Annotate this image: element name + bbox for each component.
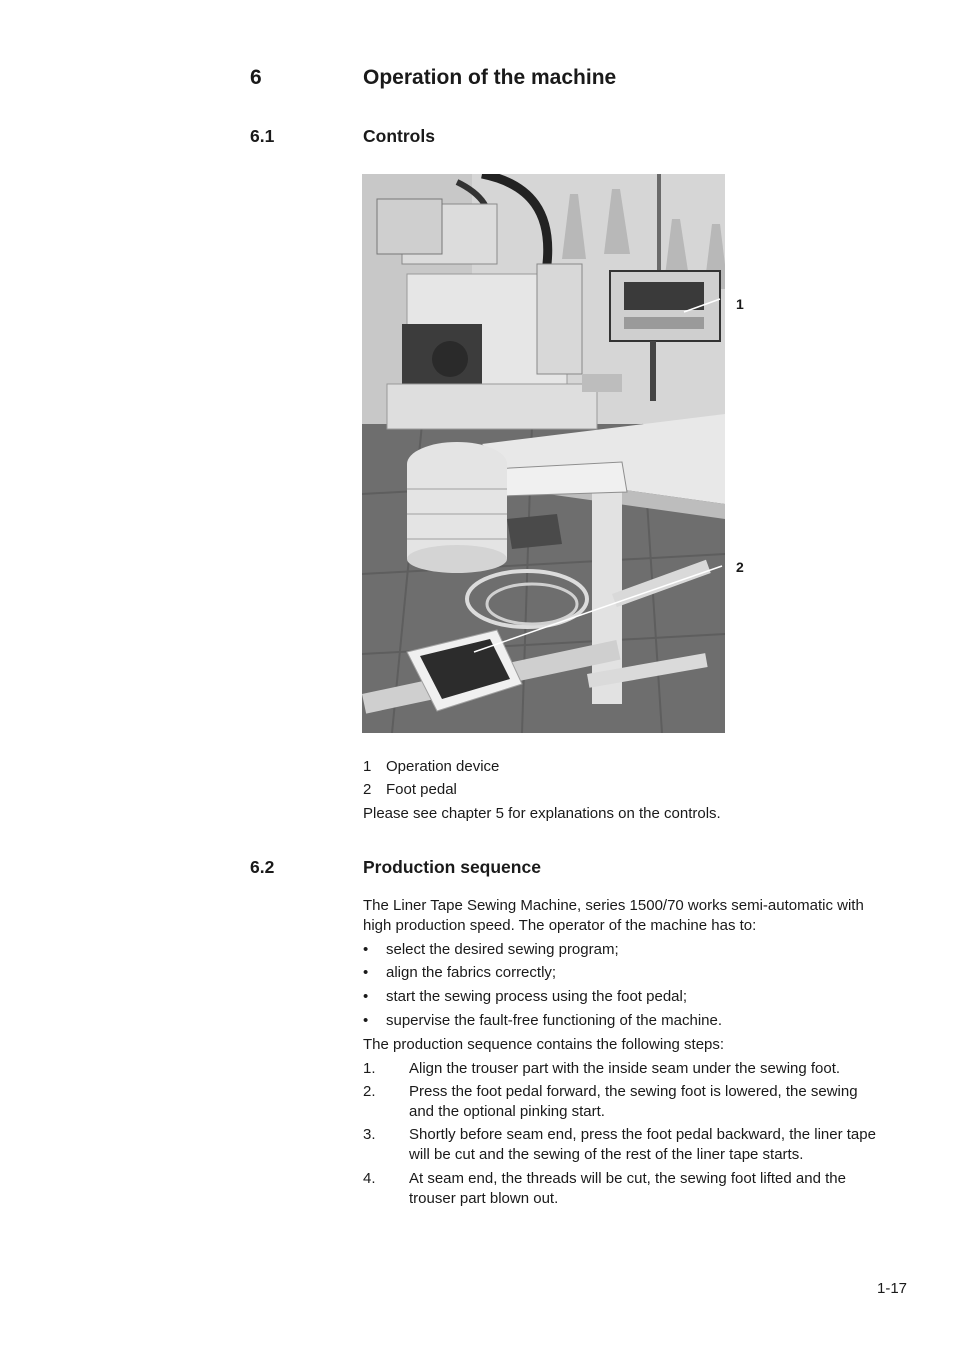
- step-text: and the optional pinking start.: [409, 1103, 605, 1120]
- bullet-icon: •: [363, 941, 369, 958]
- intro-paragraph-line: high production speed. The operator of the machine has to:: [363, 917, 757, 934]
- step-text: At seam end, the threads will be cut, the sewing foot lifted and the: [409, 1170, 846, 1187]
- legend-label: Foot pedal: [386, 781, 457, 798]
- step-text: trouser part blown out.: [409, 1190, 559, 1207]
- list-item: align the fabrics correctly;: [386, 964, 557, 981]
- legend-label: Operation device: [386, 758, 500, 775]
- steps-intro: The production sequence contains the following steps:: [363, 1036, 725, 1053]
- list-item: start the sewing process using the foot pedal;: [386, 988, 688, 1005]
- step-number: 4.: [363, 1170, 376, 1187]
- chapter-title: Operation of the machine: [363, 66, 617, 89]
- step-text: Shortly before seam end, press the foot pedal backward, the liner tape: [409, 1126, 876, 1143]
- section-title: Production sequence: [363, 857, 541, 877]
- bullet-icon: •: [363, 1012, 369, 1029]
- machine-photo: [362, 174, 725, 733]
- bullet-icon: •: [363, 964, 369, 981]
- page-number: 1-17: [877, 1280, 908, 1297]
- list-item: select the desired sewing program;: [386, 941, 619, 958]
- step-text: will be cut and the sewing of the rest of the liner tape starts.: [409, 1146, 804, 1163]
- callout-2: 2: [736, 559, 744, 575]
- legend-number: 1: [363, 758, 372, 775]
- chapter-number: 6: [250, 66, 262, 89]
- intro-paragraph-line: The Liner Tape Sewing Machine, series 1500/70 works semi-automatic with: [363, 897, 864, 914]
- list-item: supervise the fault-free functioning of the machine.: [386, 1012, 723, 1029]
- step-number: 1.: [363, 1060, 376, 1077]
- controls-note: Please see chapter 5 for explanations on the controls.: [363, 805, 721, 822]
- step-number: 3.: [363, 1126, 376, 1143]
- callout-1: 1: [736, 296, 744, 312]
- section-number: 6.2: [250, 857, 275, 877]
- step-number: 2.: [363, 1083, 376, 1100]
- step-text: Press the foot pedal forward, the sewing foot is lowered, the sewing: [409, 1083, 858, 1100]
- legend-number: 2: [363, 781, 372, 798]
- section-number: 6.1: [250, 126, 275, 146]
- section-title: Controls: [363, 126, 435, 146]
- bullet-icon: •: [363, 988, 369, 1005]
- step-text: Align the trouser part with the inside seam under the sewing foot.: [409, 1060, 841, 1077]
